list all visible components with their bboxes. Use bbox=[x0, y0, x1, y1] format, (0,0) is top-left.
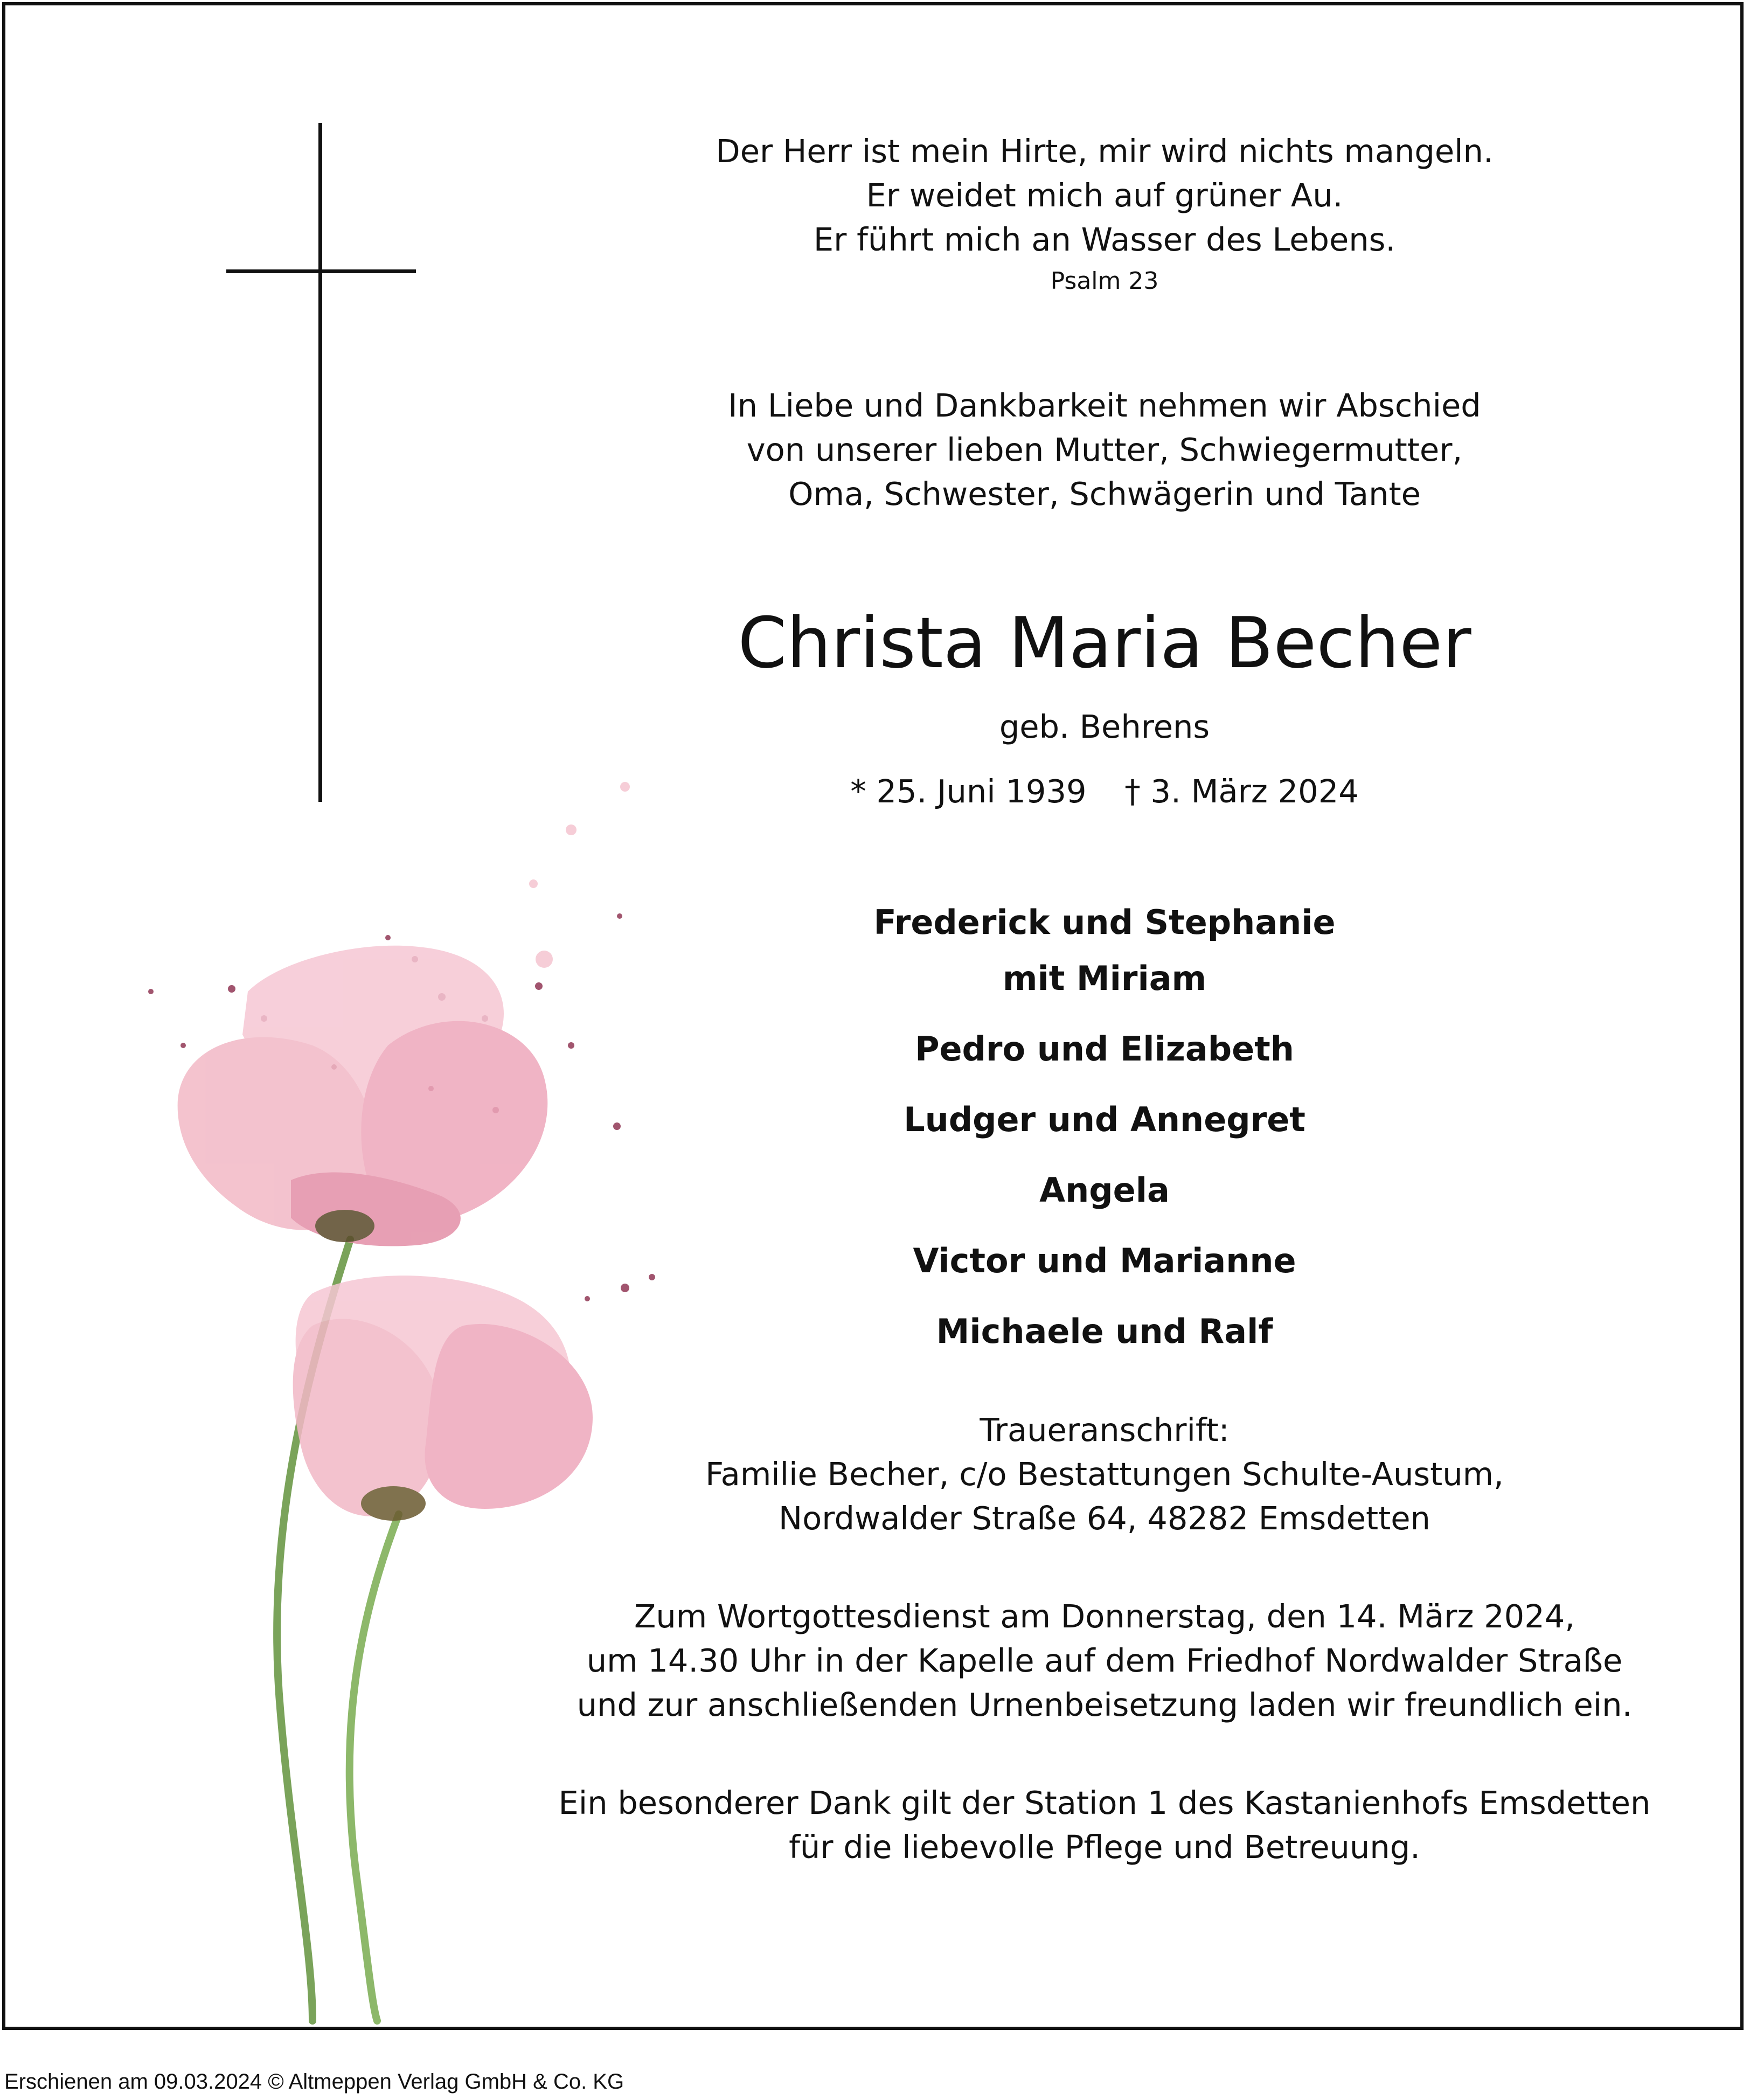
address-line: Traueranschrift: bbox=[980, 1411, 1230, 1448]
farewell-intro bbox=[485, 384, 1724, 516]
thanks-note bbox=[485, 1781, 1724, 1869]
intro-line: von unserer lieben Mutter, Schwiegermutter, bbox=[746, 431, 1463, 468]
mourning-address bbox=[485, 1408, 1724, 1541]
address-line: Familie Becher, c/o Bestattungen Schulte-Austum, bbox=[705, 1456, 1504, 1493]
verse-line: Der Herr ist mein Hirte, mir wird nichts mangeln. bbox=[716, 133, 1494, 170]
thanks-line: Ein besonderer Dank gilt der Station 1 des Kastanienhofs Emsdetten bbox=[558, 1784, 1651, 1821]
birth-name: geb. Behrens bbox=[999, 708, 1210, 745]
verse-source: Psalm 23 bbox=[1050, 267, 1159, 295]
address-line: Nordwalder Straße 64, 48282 Emsdetten bbox=[779, 1500, 1430, 1537]
service-line: um 14.30 Uhr in der Kapelle auf dem Friedhof Nordwalder Straße bbox=[586, 1642, 1623, 1679]
life-dates bbox=[485, 770, 1724, 814]
publication-footer: Erschienen am 09.03.2024 © Altmeppen Verlag GmbH & Co. KG bbox=[4, 2070, 624, 2094]
death-date: † 3. März 2024 bbox=[1124, 773, 1359, 810]
family-list bbox=[485, 895, 1724, 1360]
verse-line: Er weidet mich auf grüner Au. bbox=[866, 177, 1343, 214]
family-member: Michaele und Ralf bbox=[936, 1312, 1273, 1351]
family-member: mit Miriam bbox=[1002, 959, 1207, 998]
notice-content bbox=[485, 129, 1724, 1869]
psalm-verse bbox=[485, 129, 1724, 297]
family-member: Angela bbox=[1039, 1170, 1170, 1210]
family-member: Ludger und Annegret bbox=[904, 1100, 1305, 1139]
family-member: Victor und Marianne bbox=[913, 1241, 1296, 1280]
deceased-name: Christa Maria Becher bbox=[738, 602, 1471, 684]
family-member: Pedro und Elizabeth bbox=[915, 1029, 1294, 1069]
family-member: Frederick und Stephanie bbox=[873, 903, 1336, 942]
service-line: und zur anschließenden Urnenbeisetzung laden wir freundlich ein. bbox=[577, 1686, 1633, 1723]
birth-date: * 25. Juni 1939 bbox=[850, 773, 1087, 810]
service-line: Zum Wortgottesdienst am Donnerstag, den 14. März 2024, bbox=[634, 1598, 1575, 1635]
intro-line: In Liebe und Dankbarkeit nehmen wir Abschied bbox=[728, 387, 1481, 424]
verse-line: Er führt mich an Wasser des Lebens. bbox=[813, 221, 1396, 258]
thanks-line: für die liebevolle Pflege und Betreuung. bbox=[789, 1828, 1420, 1866]
intro-line: Oma, Schwester, Schwägerin und Tante bbox=[788, 475, 1421, 512]
service-info bbox=[485, 1595, 1724, 1727]
